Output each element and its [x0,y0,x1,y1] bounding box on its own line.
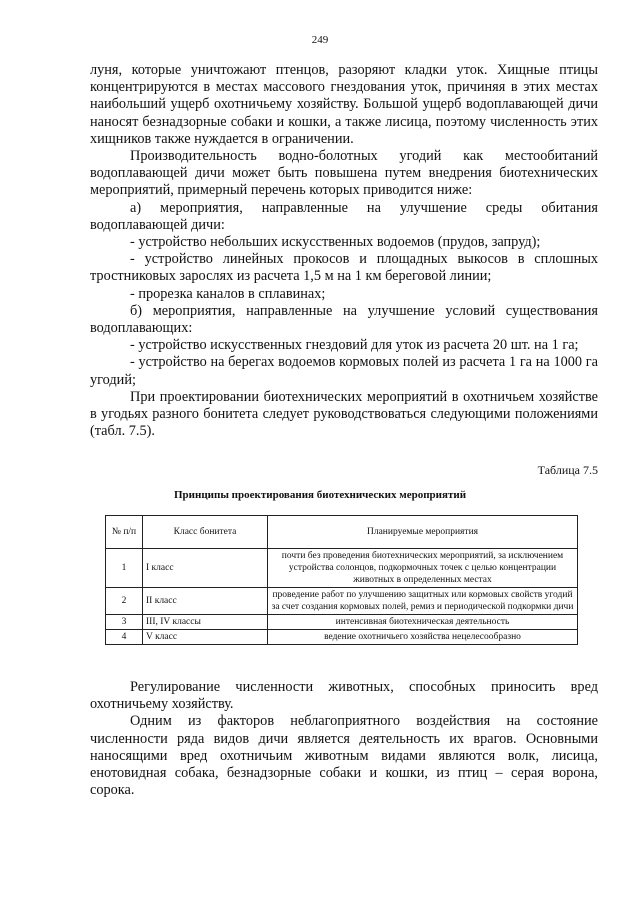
cell-num: 4 [106,630,143,645]
paragraph: луня, которые уничтожают птенцов, разоряют кладки уток. Хищные птицы концентрируются в местах массового гнездования уток, причиняя в этих местах наибольший ущерб охотничьему хозяйству. Большой ущерб водоплавающей дичи наносят безнадзорные собаки и кошки, а также лисица, поэтому численность этих хищников также нуждается в ограничении. [90,62,598,147]
header-class: Класс бонитета [143,516,268,549]
cell-num: 3 [106,615,143,630]
body-text-top [90,62,598,440]
cell-num: 1 [106,549,143,588]
table-row [106,615,578,630]
cell-plan: почти без проведения биотехнических мероприятий, за исключением устройства солонцов, подкормочных точек с целью концентрации животных в определенных местах [268,549,578,588]
paragraph: Регулирование численности животных, способных приносить вред охотничьему хозяйству. [90,679,598,713]
list-item: - прорезка каналов в сплавинах; [130,285,326,302]
table-label: Таблица 7.5 [537,463,598,477]
cell-class: V класс [143,630,268,645]
cell-plan: интенсивная биотехническая деятельность [268,615,578,630]
paragraph: Одним из факторов неблагоприятного воздействия на состояние численности ряда видов дичи является деятельность их врагов. Основными наносящими вред охотничьим животным видами являются волк, лисица, енотовидная собака, безнадзорные собаки и кошки, из птиц – серая ворона, сорока. [90,713,598,799]
page-number: 249 [311,34,329,46]
list-item: - устройство небольших искусственных водоемов (прудов, запруд); [130,234,541,251]
cell-plan: проведение работ по улучшению защитных или кормовых свойств угодий за счет создания кормовых полей, ремиз и периодической подкормки дичи [268,588,578,615]
cell-class: II класс [143,588,268,615]
paragraph: а) мероприятия, направленные на улучшение среды обитания водоплавающей дичи: [90,199,598,233]
body-text-bottom [90,679,598,799]
table-header-row [106,516,578,549]
paragraph: Производительность водно-болотных угодий как местообитаний водоплавающей дичи может быть повышена путем внедрения биотехнических мероприятий, примерный перечень которых приводится ниже: [90,148,598,199]
paragraph: б) мероприятия, направленные на улучшение условий существования водоплавающих: [90,302,598,337]
table-title: Принципы проектирования биотехнических мероприятий [173,489,467,501]
principles-table [105,515,578,645]
list-item: - устройство на берегах водоемов кормовых полей из расчета 1 га на 1000 га угодий; [90,354,598,388]
list-item: - устройство искусственных гнездовий для уток из расчета 20 шт. на 1 га; [130,337,579,354]
cell-plan: ведение охотничьего хозяйства нецелесообразно [268,630,578,645]
cell-class: I класс [143,549,268,588]
table-row [106,588,578,615]
table-row [106,549,578,588]
cell-num: 2 [106,588,143,615]
cell-class: III, IV классы [143,615,268,630]
header-plan: Планируемые мероприятия [268,516,578,549]
header-num: № п/п [106,516,143,549]
table-row [106,630,578,645]
paragraph: При проектировании биотехнических мероприятий в охотничьем хозяйстве в угодьях разного бонитета следует руководствоваться следующими положениями (табл. 7.5). [90,388,598,440]
list-item: - устройство линейных прокосов и площадных выкосов в сплошных тростниковых зарослях из расчета 1,5 м на 1 км береговой линии; [90,251,598,285]
